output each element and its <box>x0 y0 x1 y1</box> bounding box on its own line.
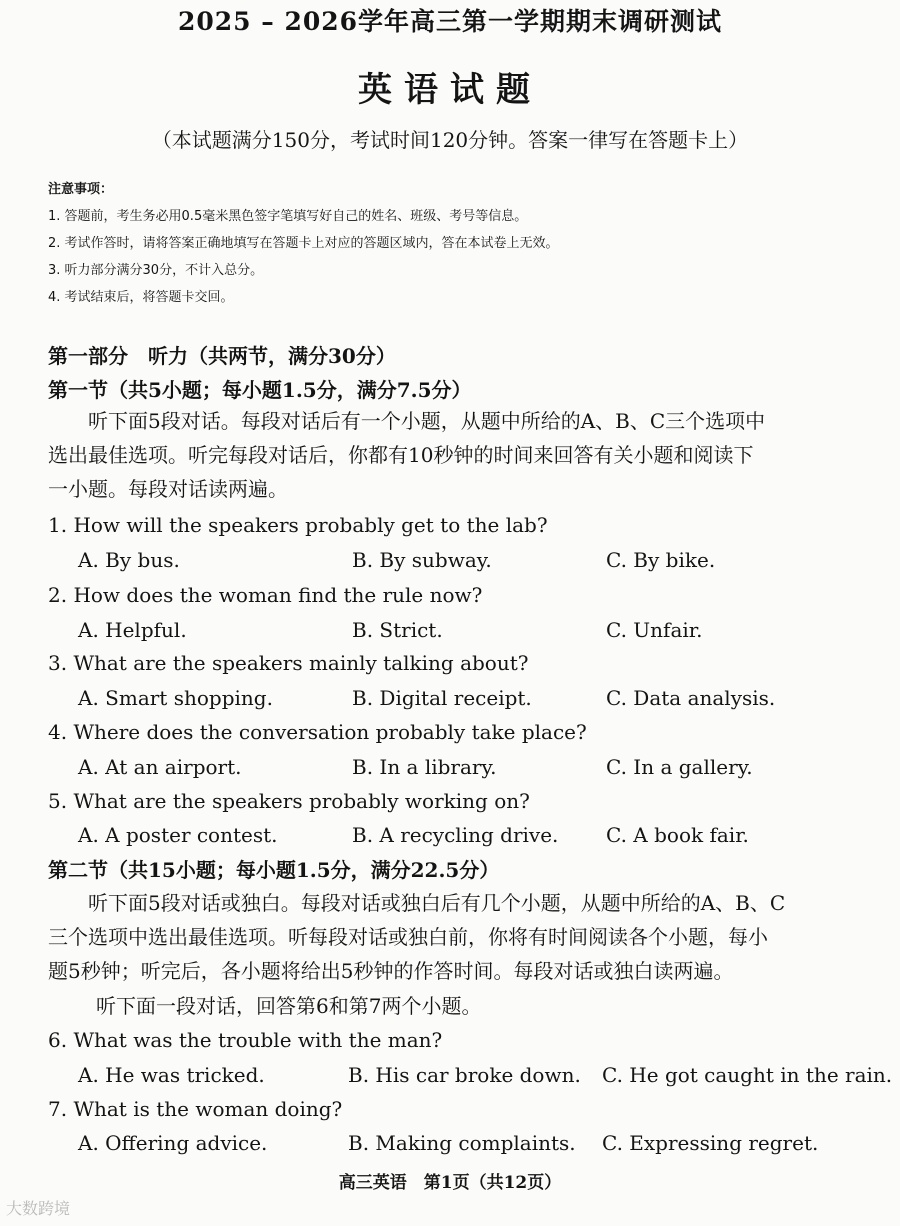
option-c: C. Data analysis. <box>606 686 776 710</box>
instruction-line: 选出最佳选项。听完每段对话后，你都有10秒钟的时间来回答有关小题和阅读下 <box>48 443 754 467</box>
option-c: C. By bike. <box>606 548 716 572</box>
question-stem: 5. What are the speakers probably working on? <box>48 789 530 813</box>
instruction-line: 听下面5段对话。每段对话后有一个小题，从题中所给的A、B、C三个选项中 <box>88 409 766 433</box>
question-stem: 2. How does the woman find the rule now? <box>48 583 483 607</box>
option-a: A. Offering advice. <box>78 1131 268 1155</box>
question-stem: 3. What are the speakers mainly talking about? <box>48 651 529 675</box>
section2-title: 第二节（共15小题；每小题1.5分，满分22.5分） <box>48 858 500 882</box>
question-options <box>78 686 898 716</box>
notice-title: 注意事项： <box>48 182 114 197</box>
option-b: B. A recycling drive. <box>352 823 559 847</box>
notice-item: 2. 考试作答时，请将答案正确地填写在答题卡上对应的答题区域内，答在本试卷上无效。 <box>48 236 559 251</box>
listen-note: 听下面一段对话，回答第6和第7两个小题。 <box>96 994 482 1018</box>
section1-instructions <box>48 404 880 506</box>
option-b: B. In a library. <box>352 755 497 779</box>
option-c: C. Expressing regret. <box>602 1131 819 1155</box>
part1-title: 第一部分 听力（共两节，满分30分） <box>48 344 396 368</box>
notice-item: 1. 答题前，考生务必用0.5毫米黑色签字笔填写好自己的姓名、班级、考号等信息。 <box>48 209 528 224</box>
subject-title: 英语试题 <box>358 70 542 110</box>
exam-info: （本试题满分150分，考试时间120分钟。答案一律写在答题卡上） <box>151 128 749 152</box>
instruction-line: 三个选项中选出最佳选项。听每段对话或独白前，你将有时间阅读各个小题，每小 <box>48 925 768 949</box>
section1-title: 第一节（共5小题；每小题1.5分，满分7.5分） <box>48 378 472 402</box>
instruction-line: 一小题。每段对话读两遍。 <box>48 477 288 501</box>
option-a: A. A poster contest. <box>78 823 278 847</box>
option-c: C. He got caught in the rain. <box>602 1063 893 1087</box>
notice-item: 4. 考试结束后，将答题卡交回。 <box>48 290 234 305</box>
question-stem: 1. How will the speakers probably get to the lab? <box>48 513 548 537</box>
option-c: C. A book fair. <box>606 823 749 847</box>
notice-block <box>48 178 559 311</box>
question-stem: 4. Where does the conversation probably take place? <box>48 720 587 744</box>
option-b: B. His car broke down. <box>348 1063 581 1087</box>
option-a: A. He was tricked. <box>78 1063 265 1087</box>
instruction-line: 听下面5段对话或独白。每段对话或独白后有几个小题，从题中所给的A、B、C <box>88 891 786 915</box>
notice-item: 3. 听力部分满分30分，不计入总分。 <box>48 263 264 278</box>
instruction-line: 题5秒钟；听完后，各小题将给出5秒钟的作答时间。每段对话或独白读两遍。 <box>48 959 734 983</box>
option-a: A. Helpful. <box>78 618 187 642</box>
question-options <box>78 755 898 785</box>
question-options <box>78 1063 898 1093</box>
option-c: C. In a gallery. <box>606 755 753 779</box>
option-b: B. Making complaints. <box>348 1131 576 1155</box>
option-b: B. By subway. <box>352 548 492 572</box>
question-options <box>78 823 898 853</box>
option-b: B. Digital receipt. <box>352 686 532 710</box>
question-stem: 6. What was the trouble with the man? <box>48 1028 443 1052</box>
option-c: C. Unfair. <box>606 618 703 642</box>
page-footer: 高三英语 第1页（共12页） <box>338 1173 562 1193</box>
section2-instructions <box>48 886 880 988</box>
question-stem: 7. What is the woman doing? <box>48 1097 343 1121</box>
option-b: B. Strict. <box>352 618 443 642</box>
question-options <box>78 1131 898 1161</box>
question-options <box>78 548 898 578</box>
option-a: A. By bus. <box>78 548 180 572</box>
exam-title: 2025 – 2026学年高三第一学期期末调研测试 <box>177 7 723 36</box>
option-a: A. At an airport. <box>78 755 242 779</box>
question-options <box>78 618 898 648</box>
watermark: 大数跨境 <box>6 1199 71 1218</box>
option-a: A. Smart shopping. <box>78 686 273 710</box>
